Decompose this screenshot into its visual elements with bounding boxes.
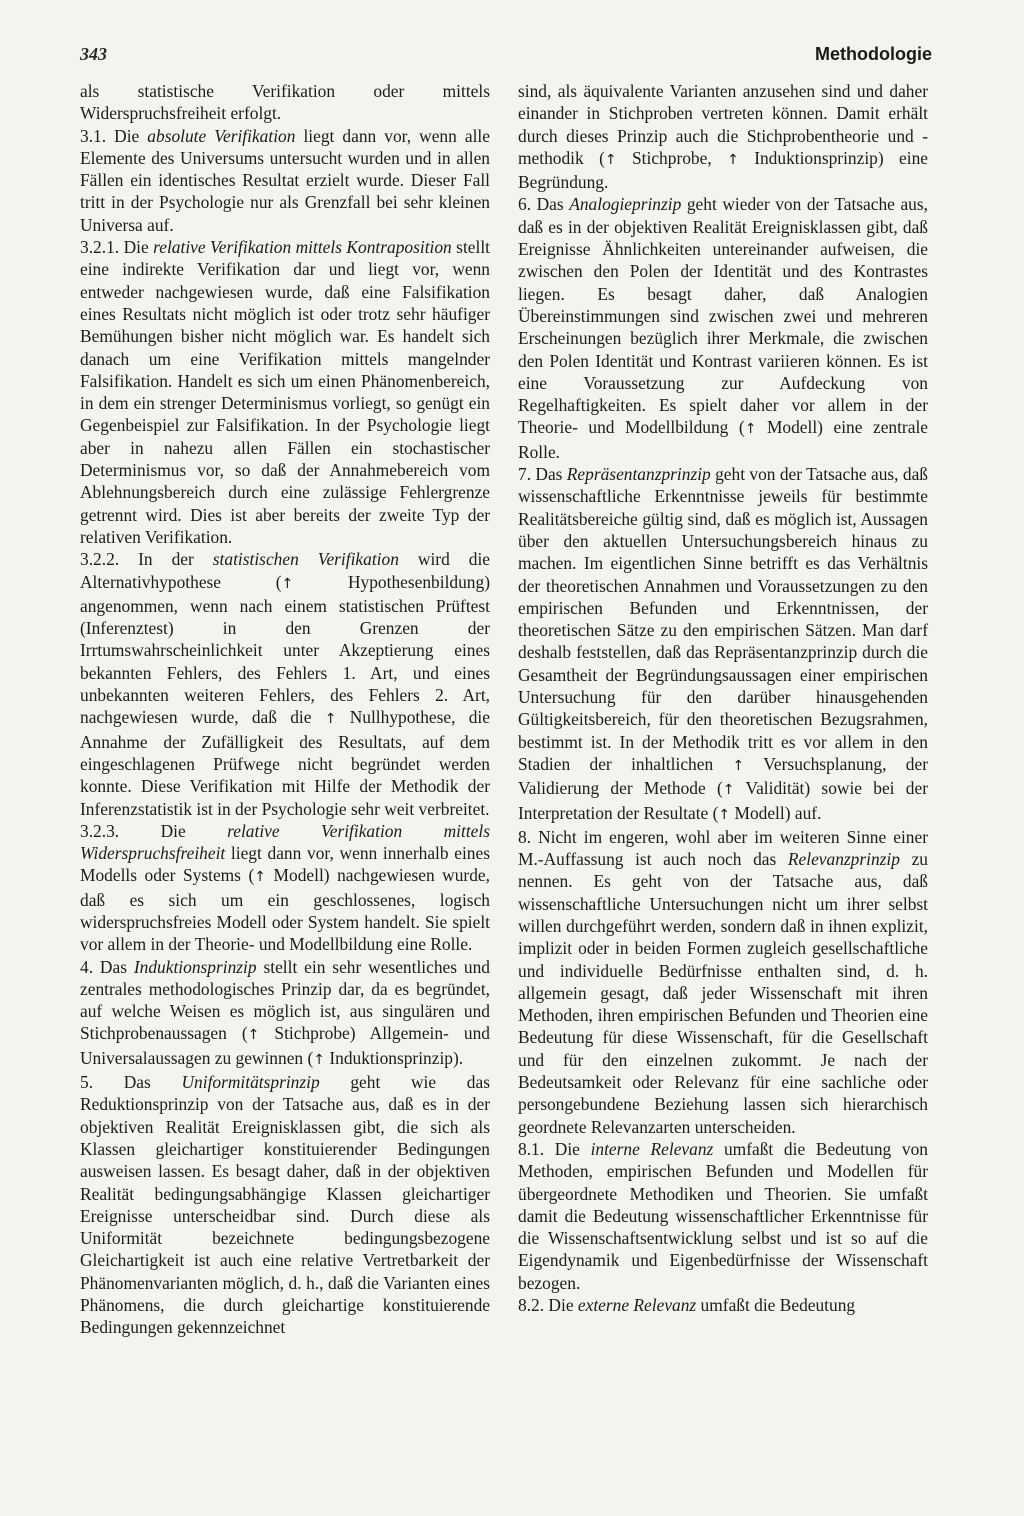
paragraph [518, 193, 928, 463]
text-run: Hypothesenbildung) angenommen, wenn nach einem statistischen Prüftest (Inferenztest) in den Grenzen der Irrtumswahrscheinlichkeit unter Akzeptierung eines bekannten Fehlers, des Fehlers 1. Art, und eines unbekannten weiteren Fehlers, des Fehlers 2. Art, nachgewiesen wurde, daß die [80, 571, 490, 728]
cross-reference-arrow-icon: ↑ [744, 421, 757, 438]
text-run: 3.2.2. In der [80, 549, 213, 570]
page-number: 343 [80, 44, 107, 64]
cross-reference-arrow-icon: ↑ [718, 806, 731, 823]
emphasized-term: statistischen Verifikation [212, 549, 399, 570]
paragraph [80, 548, 490, 820]
cross-reference-arrow-icon: ↑ [604, 151, 617, 168]
text-run: 5. Das [80, 1072, 182, 1093]
paragraph [518, 826, 928, 1138]
text-run: 6. Das [518, 194, 570, 215]
text-run: zu nennen. Es geht von der Tatsache aus, daß wissenschaftliche Untersuchungen nicht um ihrer selbst willen durchgeführt werden, sondern daß in ihnen explizit, implizit oder in beiden Formen zugleich gesellschaftliche und individuelle Bedürfnisse enthalten sind, d. h. allgemein gesagt, daß jeder Wissenschaft mit ihren Methoden, ihren empirischen Befunden und Theorien eine Bedeutung für diese Wissenschaft, für die Gesellschaft und für den einzelnen zukommt. Je nach der Bedeutsamkeit oder Relevanz für eine sachliche oder persongebundene Beziehung lassen sich hierarchisch geordnete Relevanzarten unterscheiden. [518, 849, 929, 1137]
text-run: Nullhypothese, die Annahme der Zufälligkeit des Resultats, auf dem eingeschlagenen Prüfwege nicht begründet werden konnte. Diese Verifikation mit Hilfe der Methodik der Inferenzstatistik ist in der Psychologie sehr weit verbreitet. [80, 707, 490, 819]
emphasized-term: Relevanzprinzip [787, 849, 900, 870]
text-run: sind, als äquivalente Varianten anzusehen sind und daher einander in Stichproben vertreten können. Damit erhält durch dieses Prinzip auch die Stichprobentheorie und -methodik ( [518, 81, 928, 168]
text-run: liegt dann vor, wenn innerhalb eines Modells oder Systems ( [80, 843, 490, 886]
text-column-left [80, 80, 490, 1339]
emphasized-term: interne Relevanz [590, 1138, 714, 1159]
paragraph [518, 463, 928, 826]
text-run: Versuchsplanung, der Validierung der Methode ( [518, 753, 928, 799]
paragraph [518, 1138, 928, 1294]
paragraph [518, 80, 928, 193]
text-run: 3.2.3. Die [80, 820, 228, 841]
cross-reference-arrow-icon: ↑ [281, 575, 294, 592]
emphasized-term: Repräsentanzprinzip [566, 464, 711, 485]
text-run: stellt eine indirekte Verifikation dar und liegt vor, wenn entweder nachgewiesen wurde, daß eine Falsifikation eines Resultats nicht möglich ist oder trotz sehr häufiger Bemühungen bisher nicht möglich war. Es handelt sich danach um eine Verifikation mittels mangelnder Falsifikation. Handelt es sich um einen Phänomenbereich, in dem ein strenger Determinismus vorliegt, so genügt ein Gegenbeispiel zur Falsifikation. In der Psychologie liegt aber in nahezu allen Fällen ein stochastischer Determinismus vor, so daß der Annahmebereich vom Ablehnungsbereich durch eine zulässige Fehlergrenze getrennt wird. Dies ist aber bereits der zweite Typ der relativen Verifikation. [80, 237, 490, 547]
cross-reference-arrow-icon: ↑ [722, 782, 735, 799]
text-run: stellt ein sehr wesentliches und zentrales methodologisches Prinzip dar, da es begründet, auf welche Weisen es möglich ist, aus singulären und Stichprobenaussagen ( [80, 956, 490, 1044]
running-header-title: Methodologie [815, 44, 932, 64]
paragraph [80, 80, 490, 125]
text-run: liegt dann vor, wenn alle Elemente des Universums untersucht wurden und in allen Fällen ein identisches Resultat erzielt wurde. Dieser Fall tritt in der Psychologie nur als Grenzfall bei sehr kleinen Universa auf. [80, 125, 490, 235]
emphasized-term: relative Verifikation mittels Kontraposition [153, 237, 452, 258]
text-run: geht wieder von der Tatsache aus, daß es in der objektiven Realität Ereignisklassen gibt, daß Ereignisse Ähnlichkeiten untereinander aufweisen, die zwischen den Polen der Identität und des Kontrastes liegen. Es besagt daher, daß Analogien Übereinstimmungen sind zwischen zwei und mehreren Erscheinungen bezüglich ihrer Merkmale, die zwischen den Polen Identität und Kontrast variieren können. Es ist eine Voraussetzung zur Aufdeckung von Regelhaftigkeiten. Es spielt daher vor allem in der Theorie- und Modellbildung ( [518, 194, 928, 438]
text-run: 8.2. Die [518, 1295, 578, 1316]
emphasized-term: Induktionsprinzip [133, 956, 257, 977]
paragraph [80, 236, 490, 548]
cross-reference-arrow-icon: ↑ [247, 1027, 260, 1044]
text-run: 4. Das [80, 956, 134, 977]
paragraph [80, 820, 490, 956]
text-run: Stichprobe, [616, 147, 728, 168]
emphasized-term: Analogieprinzip [569, 194, 682, 215]
text-run: 8.1. Die [518, 1138, 591, 1159]
cross-reference-arrow-icon: ↑ [732, 757, 745, 774]
text-run: 3.2.1. Die [80, 237, 154, 258]
text-run: wird die Alternativhypothese ( [80, 549, 490, 592]
text-run: 7. Das [518, 464, 567, 485]
paragraph [80, 956, 490, 1071]
cross-reference-arrow-icon: ↑ [727, 151, 739, 168]
paragraph [80, 125, 490, 236]
emphasized-term: Uniformitätsprinzip [181, 1072, 320, 1093]
paragraph [518, 1294, 928, 1316]
text-run: Modell) auf. [730, 802, 822, 823]
cross-reference-arrow-icon: ↑ [313, 1051, 325, 1068]
emphasized-term: absolute Verifikation [147, 125, 296, 146]
text-run: geht von der Tatsache aus, daß wissenschaftliche Erkenntnisse jeweils für bestimmte Realitätsbereiche gültig sind, daß es möglich ist, Aussagen über den aktuellen Untersuchungsbereich hinaus zu machen. Im eigentlichen Sinne betrifft es das Verhältnis der theoretischen Annahmen und Voraussetzungen zu den empirischen Befunden und Erkenntnissen, der theoretischen Sätze zu den empirischen Sätzen. Man darf deshalb feststellen, daß das Repräsentanzprinzip durch die Gesamtheit der Begründungsaussagen einer empirischen Untersuchung für den darüber hinausgehenden Gültigkeitsbereich, für den theoretischen Bezugsrahmen, bestimmt ist. In der Methodik tritt es vor allem in den Stadien der inhaltlichen [518, 464, 928, 774]
text-column-right [518, 80, 928, 1316]
text-run: als statistische Verifikation oder mittels Widerspruchsfreiheit erfolgt. [80, 81, 490, 124]
cross-reference-arrow-icon: ↑ [254, 869, 267, 886]
emphasized-term: relative Verifikation mittels Widerspruchsfreiheit [80, 820, 490, 864]
text-run: Modell) nachgewiesen wurde, daß es sich um ein geschlossenes, logisch widerspruchsfreies Modell oder System handelt. Sie spielt vor allem in der Theorie- und Modellbildung eine Rolle. [80, 865, 490, 955]
text-run: 8. Nicht im engeren, wohl aber im weiteren Sinne einer M.-Auffassung ist auch noch das [518, 826, 928, 870]
text-run: geht wie das Reduktionsprinzip von der Tatsache aus, daß es in der objektiven Realität Ereignisklassen gibt, die sich als Klassen gleichartiger konstituierender Bedingungen ausweisen lassen. Es besagt daher, daß in der objektiven Realität bedingungsabhängige Klassen gleichartiger Ereignisse unterscheidbar sind. Durch diese als Uniformität bezeichnete bedingungsbezogene Gleichartigkeit ist auch eine relative Vertretbarkeit der Phänomenvarianten möglich, d. h., daß die Varianten eines Phänomens, die durch gleichartige konstituierende Bedingungen gekennzeichnet [80, 1072, 490, 1338]
text-run: Induktionsprinzip) eine Begründung. [518, 147, 928, 193]
text-run: 3.1. Die [80, 125, 148, 146]
emphasized-term: externe Relevanz [577, 1295, 697, 1316]
text-run: Stichprobe) Allgemein- und Universalaussagen zu gewinnen ( [80, 1023, 490, 1068]
paragraph [80, 1071, 490, 1339]
text-run: Induktionsprinzip). [324, 1047, 464, 1068]
cross-reference-arrow-icon: ↑ [324, 711, 337, 728]
text-run: umfaßt die Bedeutung von Methoden, empirischen Befunden und Modellen für übergeordnete Methodiken und Theorien. Sie umfaßt damit die Bedeutung wissenschaftlicher Erkenntnisse für die Wissenschaftsentwicklung selbst und ist so auf die Eigendynamik und Eigenbedürfnisse der Wissenschaft bezogen. [518, 1138, 928, 1293]
text-run: Validität) sowie bei der Interpretation der Resultate ( [518, 778, 928, 823]
text-run: Modell) eine zentrale Rolle. [518, 417, 928, 462]
text-run: umfaßt die Bedeutung [696, 1295, 856, 1316]
